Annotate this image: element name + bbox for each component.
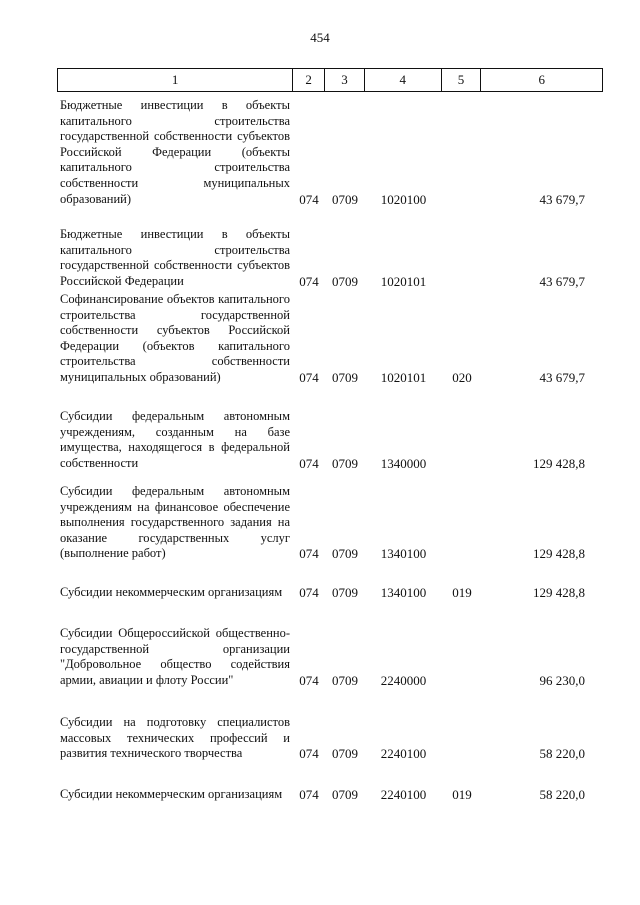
table-row (57, 292, 603, 386)
row-col-2: 074 (299, 455, 319, 471)
row-col-3: 0709 (332, 546, 358, 562)
row-col-3: 0709 (332, 787, 358, 802)
row-col-5: 020 (452, 369, 472, 385)
row-col-4: 2240100 (380, 787, 427, 802)
row-name: Субсидии некоммерческим организациям (60, 787, 283, 801)
table-row (57, 787, 603, 803)
row-col-3: 0709 (332, 585, 358, 600)
row-col-2: 074 (299, 191, 319, 207)
row-col-6: 96 230,0 (539, 672, 585, 688)
row-name: Бюджетные инвестиции в объекты капитального строительства государственной собственности субъектов Российской Федерации (объекты капитального строительства собственности муниципальных образований) (60, 98, 290, 206)
row-name: Субсидии федеральным автономным учреждениям, созданным на базе имущества, находящегося в федеральной собственности (60, 409, 290, 470)
row-col-6: 129 428,8 (533, 585, 585, 600)
table-row (57, 484, 603, 562)
row-col-5: 019 (452, 585, 472, 600)
row-name: Субсидии Общероссийской общественно-государственной организации "Добровольное общество содействия армии, авиации и флоту России" (60, 626, 290, 687)
row-col-2: 074 (299, 546, 319, 562)
table-row (57, 626, 603, 688)
row-col-3: 0709 (332, 455, 358, 471)
row-col-4: 1340100 (380, 546, 427, 562)
header-col-6: 6 (538, 72, 545, 87)
row-col-6: 58 220,0 (539, 746, 585, 762)
row-col-3: 0709 (332, 369, 358, 385)
row-col-6: 129 428,8 (533, 455, 585, 471)
row-col-2: 074 (299, 585, 319, 600)
table-row (57, 98, 603, 207)
row-name: Субсидии некоммерческим организациям (60, 585, 283, 599)
row-col-5: 019 (452, 787, 472, 802)
row-col-6: 43 679,7 (539, 273, 585, 289)
row-col-2: 074 (299, 672, 319, 688)
table-row (57, 227, 603, 289)
row-col-6: 43 679,7 (539, 369, 585, 385)
header-col-4: 4 (365, 69, 442, 91)
header-col-3: 3 (325, 69, 365, 91)
row-col-4: 1340000 (380, 455, 427, 471)
header-col-5: 5 (442, 69, 482, 91)
row-name: Софинансирование объектов капитального строительства государственной собственности субъектов Российской Федерации (объектов капитального строительства собственности муниципальных образований) (60, 292, 290, 384)
row-col-4: 2240000 (380, 672, 427, 688)
row-col-6: 129 428,8 (533, 546, 585, 562)
row-col-4: 1020101 (380, 369, 427, 385)
row-col-2: 074 (299, 746, 319, 762)
row-col-3: 0709 (332, 273, 358, 289)
row-name: Субсидии на подготовку специалистов массовых технических профессий и развития технического творчества (60, 715, 290, 761)
row-col-3: 0709 (332, 746, 358, 762)
header-col-1: 1 (58, 69, 293, 91)
page-number: 454 (310, 30, 330, 45)
table-header (57, 68, 603, 92)
table-row (57, 409, 603, 471)
row-name: Субсидии федеральным автономным учреждениям на финансовое обеспечение выполнения государственного задания на оказание государственных услуг (выполнение работ) (60, 484, 290, 561)
header-col-2: 2 (293, 69, 325, 91)
row-col-2: 074 (299, 787, 319, 802)
row-col-4: 1020101 (380, 273, 427, 289)
row-col-4: 1020100 (380, 191, 427, 207)
row-col-6: 58 220,0 (539, 787, 585, 802)
row-name: Бюджетные инвестиции в объекты капитального строительства государственной собственности субъектов Российской Федерации (60, 227, 290, 288)
table-row (57, 715, 603, 762)
row-col-3: 0709 (332, 191, 358, 207)
row-col-4: 1340100 (380, 585, 427, 600)
row-col-3: 0709 (332, 672, 358, 688)
row-col-2: 074 (299, 369, 319, 385)
row-col-2: 074 (299, 273, 319, 289)
table-row (57, 585, 603, 601)
row-col-6: 43 679,7 (539, 191, 585, 207)
row-col-4: 2240100 (380, 746, 427, 762)
